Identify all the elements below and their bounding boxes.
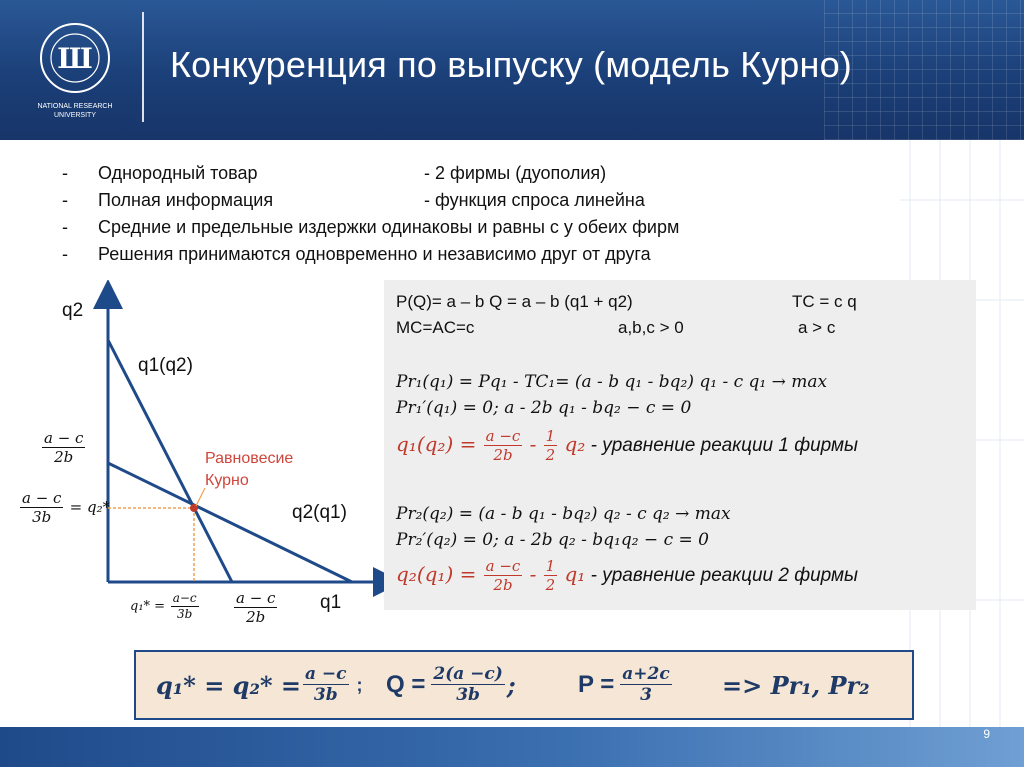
foc-firm1-text: Pr₁′(q₁) = 0; a - 2b q₁ - bq₂ − c = 0 [396, 398, 692, 418]
reaction2-variable: q₁ [564, 562, 586, 587]
bullet-dash: - [62, 163, 68, 183]
x-tick-prefix: q₁* = [130, 599, 166, 615]
fraction-numerator: 1 [545, 427, 556, 445]
footer-bar [0, 727, 1024, 767]
curve-label-firm1: q1(q2) [138, 355, 193, 376]
equilibrium-label-line1: Равновесие [205, 450, 294, 467]
foc-firm2-text: Pr₂′(q₂) = 0; a - 2b q₂ - bq₁q₂ − c = 0 [396, 530, 709, 550]
fraction-numerator: a −c [485, 427, 521, 445]
result-profits [722, 652, 870, 718]
x-axis-label: q1 [320, 592, 342, 613]
hse-logo-icon [22, 12, 128, 122]
y-tick-upper [40, 430, 87, 466]
a-gt-c-condition: a > c [798, 318, 836, 337]
marginal-cost: MC=AC=c [396, 318, 475, 337]
x-tick-intercept [232, 590, 279, 626]
fraction-numerator: a −c [304, 663, 347, 684]
separator: ; [356, 674, 363, 695]
fraction-denominator: 2b [246, 608, 266, 627]
svg-text:UNIVERSITY: UNIVERSITY [53, 112, 97, 119]
header-divider [142, 12, 144, 122]
result-Q-label: Q = [386, 671, 426, 698]
fraction-denominator: 3b [313, 685, 338, 706]
foc-firm2 [396, 530, 709, 550]
equilibrium-result-box [134, 650, 914, 720]
equilibrium-pointer [196, 488, 205, 506]
equilibrium-label [205, 448, 293, 492]
profit-firm2-text: Pr₂(q₂) = (a - b q₁ - bq₂) q₂ - c q₂ → max [396, 504, 731, 524]
fraction-denominator: 2 [545, 576, 556, 595]
svg-text:Ш: Ш [57, 42, 93, 75]
demand-equation [396, 292, 857, 312]
list-item-text: Однородный товар [98, 163, 258, 183]
reaction-function-firm1 [396, 428, 858, 464]
fraction-denominator: 3 [640, 685, 652, 706]
profit-firm2 [396, 504, 731, 524]
reaction2-lhs: q₂(q₁) = [396, 562, 477, 587]
y-tick-lower [18, 490, 110, 526]
result-price [578, 652, 674, 718]
bullet-dash: - [62, 190, 68, 210]
fraction-numerator: a − c [236, 589, 276, 607]
separator: ; [506, 670, 516, 700]
fraction-numerator: a −c [485, 557, 521, 575]
header-grid-decoration [824, 0, 1024, 140]
equilibrium-label-line2: Курно [205, 472, 249, 489]
result-profits-text: => Pr₁, Pr₂ [722, 670, 870, 700]
y-axis-label: q2 [62, 300, 84, 321]
fraction-denominator: 2b [54, 448, 74, 467]
fraction-denominator: 3b [456, 685, 480, 706]
fraction-numerator: a+2c [622, 663, 670, 684]
demand-function: P(Q)= a – b Q = a – b (q1 + q2) [396, 292, 633, 311]
reaction-functions-graph [0, 280, 390, 650]
reaction1-variable: q₂ [564, 432, 586, 457]
svg-text:NATIONAL RESEARCH: NATIONAL RESEARCH [37, 103, 113, 110]
minus-sign: - [529, 562, 537, 587]
list-item-text-right: - функция спроса линейна [424, 190, 645, 210]
fraction-denominator: 3b [176, 606, 193, 621]
y-tick-lower-eq: = q₂* [69, 498, 111, 517]
result-q-equal: q₁* = q₂* = [156, 670, 301, 700]
x-tick-equilibrium [130, 592, 201, 621]
fraction-denominator: 3b [32, 508, 52, 527]
minus-sign: - [529, 432, 537, 457]
list-item-text: Решения принимаются одновременно и независимо друг от друга [98, 244, 651, 264]
fraction-numerator: a − c [44, 429, 84, 447]
fraction-numerator: 1 [545, 557, 556, 575]
fraction-denominator: 2b [493, 576, 513, 595]
cost-conditions [396, 318, 836, 338]
reaction1-lhs: q₁(q₂) = [396, 432, 477, 457]
result-P-label: P = [578, 671, 615, 698]
equations-panel [384, 280, 976, 610]
header-bar [0, 0, 1024, 140]
slide-title: Конкуренция по выпуску (модель Курно) [170, 44, 852, 85]
foc-firm1 [396, 398, 691, 418]
reaction1-caption: - уравнение реакции 1 фирмы [590, 435, 859, 457]
page-number: 9 [983, 727, 990, 741]
bullet-dash: - [62, 244, 68, 264]
parameter-condition: a,b,c > 0 [618, 318, 684, 337]
list-item-text: Полная информация [98, 190, 274, 210]
total-cost: TC = c q [792, 292, 857, 311]
list-item-text: Средние и предельные издержки одинаковы и равны с у обеих фирм [98, 217, 680, 237]
bullet-dash: - [62, 217, 68, 237]
result-total-quantity [386, 652, 516, 718]
fraction-denominator: 2 [545, 446, 556, 465]
reaction2-caption: - уравнение реакции 2 фирмы [590, 565, 859, 587]
fraction-numerator: a − c [22, 489, 62, 507]
fraction-numerator: 2(a −c) [433, 663, 503, 684]
result-quantities [156, 652, 363, 718]
curve-label-firm2: q2(q1) [292, 502, 347, 523]
fraction-numerator: a−c [172, 591, 197, 605]
fraction-denominator: 2b [493, 446, 513, 465]
reaction-function-firm2 [396, 558, 858, 594]
profit-firm1 [396, 372, 827, 392]
profit-firm1-text: Pr₁(q₁) = Pq₁ - TC₁= (a - b q₁ - bq₂) q₁ - c q₁ → max [396, 372, 828, 392]
list-item-text-right: - 2 фирмы (дуополия) [424, 163, 607, 183]
